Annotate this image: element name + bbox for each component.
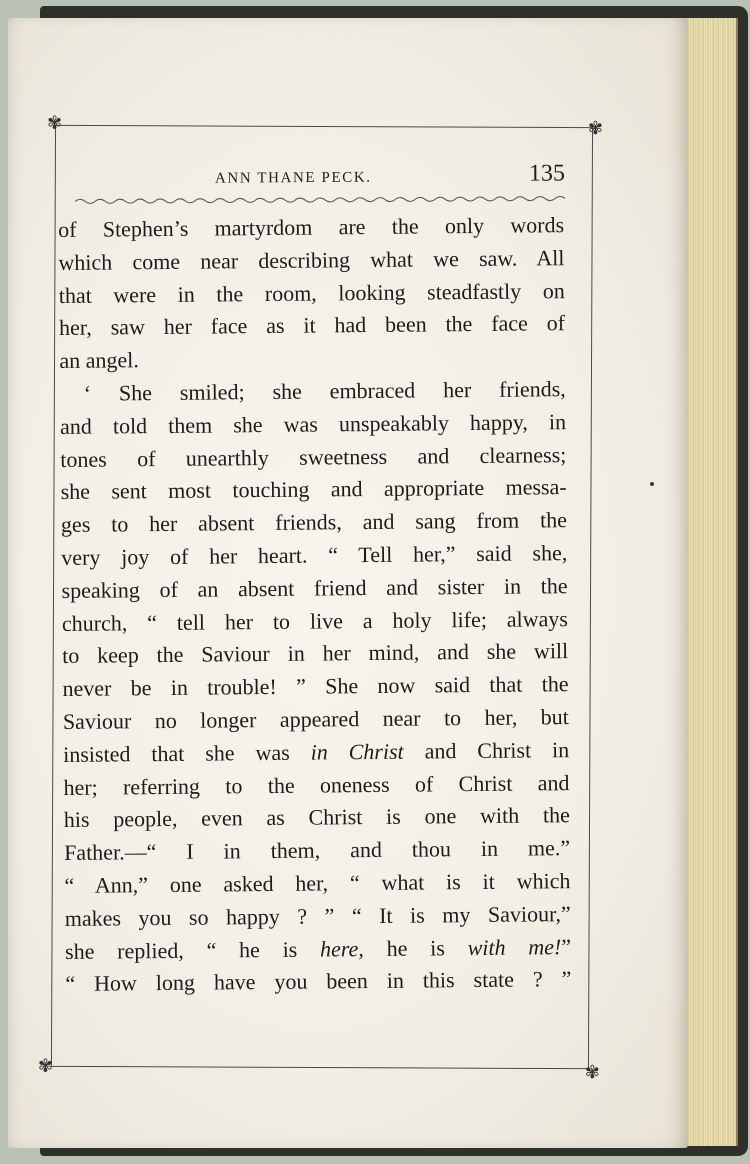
text-line: never be in trouble! ” She now said that the xyxy=(62,671,569,702)
corner-ornament-icon: ✾ xyxy=(47,112,63,134)
italic-text: here, xyxy=(319,935,364,962)
italic-text: with me! xyxy=(467,933,562,960)
text-line: and told them she was unspeakably happy, in xyxy=(59,408,567,439)
text-line: “ How long have you been in this state ? ” xyxy=(65,966,572,997)
text-line: ges to her absent friends, and sang from the xyxy=(60,507,568,538)
text-line: she sent most touching and appropriate messa- xyxy=(60,474,567,505)
corner-ornament-icon: ✾ xyxy=(584,1062,600,1084)
text-line: tones of unearthly sweetness and clearness; xyxy=(60,441,567,472)
text-line xyxy=(65,931,571,969)
text-line: an angel. xyxy=(59,347,139,374)
text-line: which come near describing what we saw. All xyxy=(58,244,565,275)
text-line xyxy=(63,734,569,772)
corner-ornament-icon: ✾ xyxy=(37,1055,54,1077)
paper-speck xyxy=(650,482,654,486)
text-line: ‘ She smiled; she embraced her friends, xyxy=(83,376,566,406)
text-line: her; referring to the oneness of Christ and xyxy=(63,769,570,800)
text-segment: she replied, “ he is xyxy=(64,936,321,964)
text-line: of Stephen’s martyrdom are the only words xyxy=(58,212,565,242)
body-text xyxy=(58,209,572,1001)
text-line: that were in the room, looking steadfastly on xyxy=(58,277,565,308)
text-line: very joy of her heart. “ Tell her,” said she, xyxy=(61,540,568,570)
text-line: “ Ann,” one asked her, “ what is it which xyxy=(64,868,571,898)
text-line: Father.—“ I in them, and thou in me.” xyxy=(64,835,571,866)
corner-ornament-icon: ✾ xyxy=(587,118,604,140)
italic-text: in Christ xyxy=(310,738,404,765)
text-line: church, “ tell her to live a holy life; always xyxy=(61,605,569,636)
text-line: Saviour no longer appeared near to her, but xyxy=(62,704,569,734)
text-line: speaking of an absent friend and sister in the xyxy=(61,572,568,603)
running-head: ANN THANE PECK. xyxy=(214,169,372,187)
text-segment: and Christ in xyxy=(403,736,570,764)
page-number: 135 xyxy=(528,160,566,187)
text-line: to keep the Saviour in her mind, and she will xyxy=(62,638,569,669)
text-line: his people, even as Christ is one with the xyxy=(63,802,570,833)
page-header xyxy=(60,160,566,199)
text-segment: ” xyxy=(561,933,572,959)
text-line: her, saw her face as it had been the face of xyxy=(58,310,566,341)
text-segment: he is xyxy=(363,934,468,961)
text-line: makes you so happy ? ” “ It is my Saviour,” xyxy=(64,900,571,931)
text-segment: insisted that she was xyxy=(63,739,311,767)
